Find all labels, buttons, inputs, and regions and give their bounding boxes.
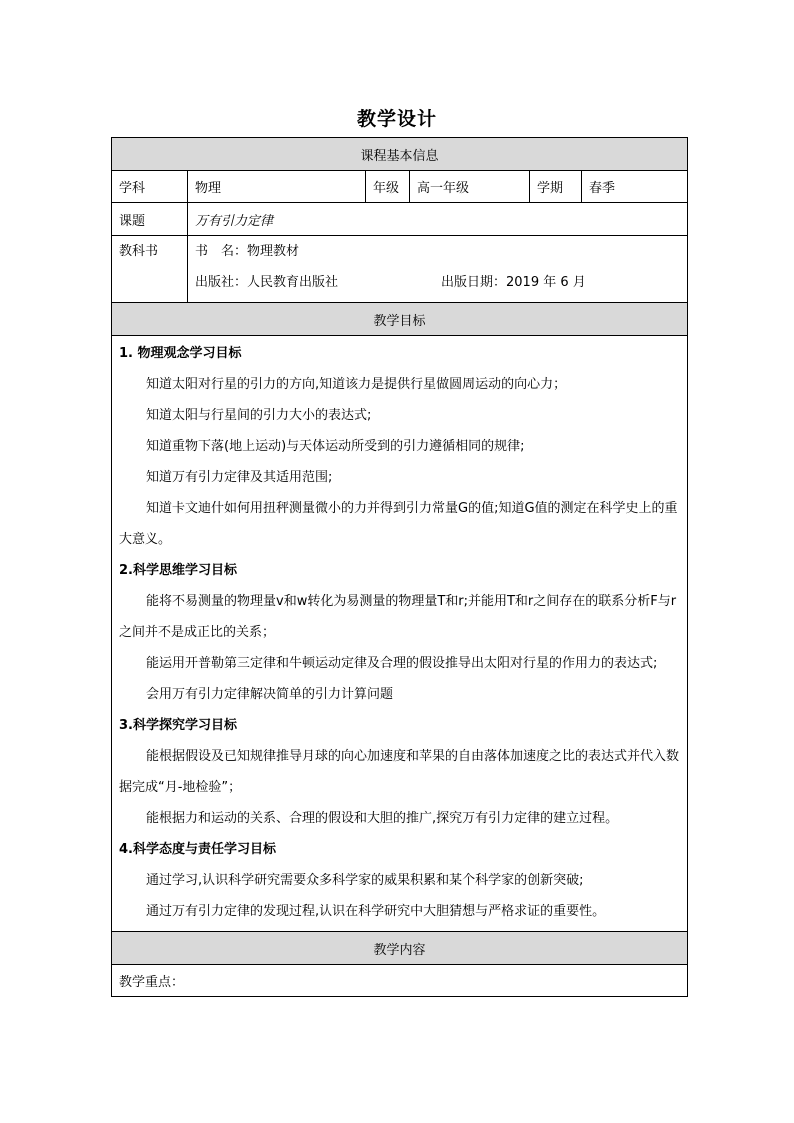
objective-heading: 1. 物理观念学习目标: [119, 346, 242, 361]
subject-label: 学科: [112, 171, 188, 203]
book-name: 书 名：物理教材: [195, 244, 300, 259]
objective-item: 知道太阳对行星的引力的方向,知道该力是提供行星做圆周运动的向心力；: [146, 377, 567, 392]
section-header-basic-info: 课程基本信息: [112, 138, 688, 171]
term-value: 春季: [582, 171, 688, 203]
objective-heading: 4.科学态度与责任学习目标: [119, 842, 276, 857]
term-label: 学期: [530, 171, 582, 203]
objectives-row: [112, 336, 688, 932]
key-points-label: 教学重点：: [112, 965, 688, 997]
subject-value: 物理: [188, 171, 366, 203]
objective-item: 能运用开普勒第三定律和牛顿运动定律及合理的假设推导出太阳对行星的作用力的表达式;: [146, 656, 658, 671]
objective-heading: 3.科学探究学习目标: [119, 718, 237, 733]
objective-item: 通过万有引力定律的发现过程,认识在科学研究中大胆猜想与严格求证的重要性。: [146, 904, 606, 919]
objective-item: 通过学习,认识科学研究需要众多科学家的威果积累和某个科学家的创新突破;: [146, 873, 584, 888]
topic-value: 万有引力定律: [188, 203, 688, 236]
grade-label: 年级: [366, 171, 410, 203]
key-points-row: [112, 965, 688, 997]
objective-item: 能将不易测量的物理量v和w转化为易测量的物理量T和r;并能用T和r之间存在的联系分析F与r之间并不是成正比的关系；: [119, 594, 677, 640]
publication-date: 出版日期：2019 年 6 月: [441, 275, 586, 290]
info-row-subject: [112, 171, 688, 203]
info-row-textbook: [112, 236, 688, 303]
publisher-line: [195, 267, 680, 298]
lesson-plan-table: [111, 137, 688, 997]
objective-heading: 2.科学思维学习目标: [119, 563, 237, 578]
section-header-objectives: 教学目标: [112, 303, 688, 336]
grade-value: 高一年级: [410, 171, 530, 203]
page-title: 教学设计: [356, 108, 437, 130]
objective-item: 能根据力和运动的关系、合理的假设和大胆的推广,探究万有引力定律的建立过程。: [146, 811, 619, 826]
objective-item: 能根据假设及已知规律推导月球的向心加速度和苹果的自由落体加速度之比的表达式并代入数据完成“月-地检验”；: [119, 749, 680, 795]
section-header-content: 教学内容: [112, 932, 688, 965]
objective-item: 知道万有引力定律及其适用范围;: [146, 470, 333, 485]
objectives-body: [112, 336, 688, 932]
objective-item: 知道卡文迪什如何用扭秤测量微小的力并得到引力常量G的值;知道G值的测定在科学史上的重大意义。: [119, 501, 678, 547]
objective-item: 知道重物下落(地上运动)与天体运动所受到的引力遵循相同的规律;: [146, 439, 525, 454]
topic-label: 课题: [112, 203, 188, 236]
textbook-label: 教科书: [112, 236, 188, 303]
publisher: 出版社：人民教育出版社: [195, 275, 339, 290]
info-row-topic: [112, 203, 688, 236]
textbook-details: [188, 236, 688, 303]
objective-item: 知道太阳与行星间的引力大小的表达式;: [146, 408, 372, 423]
objective-item: 会用万有引力定律解决简单的引力计算问题: [146, 687, 394, 702]
